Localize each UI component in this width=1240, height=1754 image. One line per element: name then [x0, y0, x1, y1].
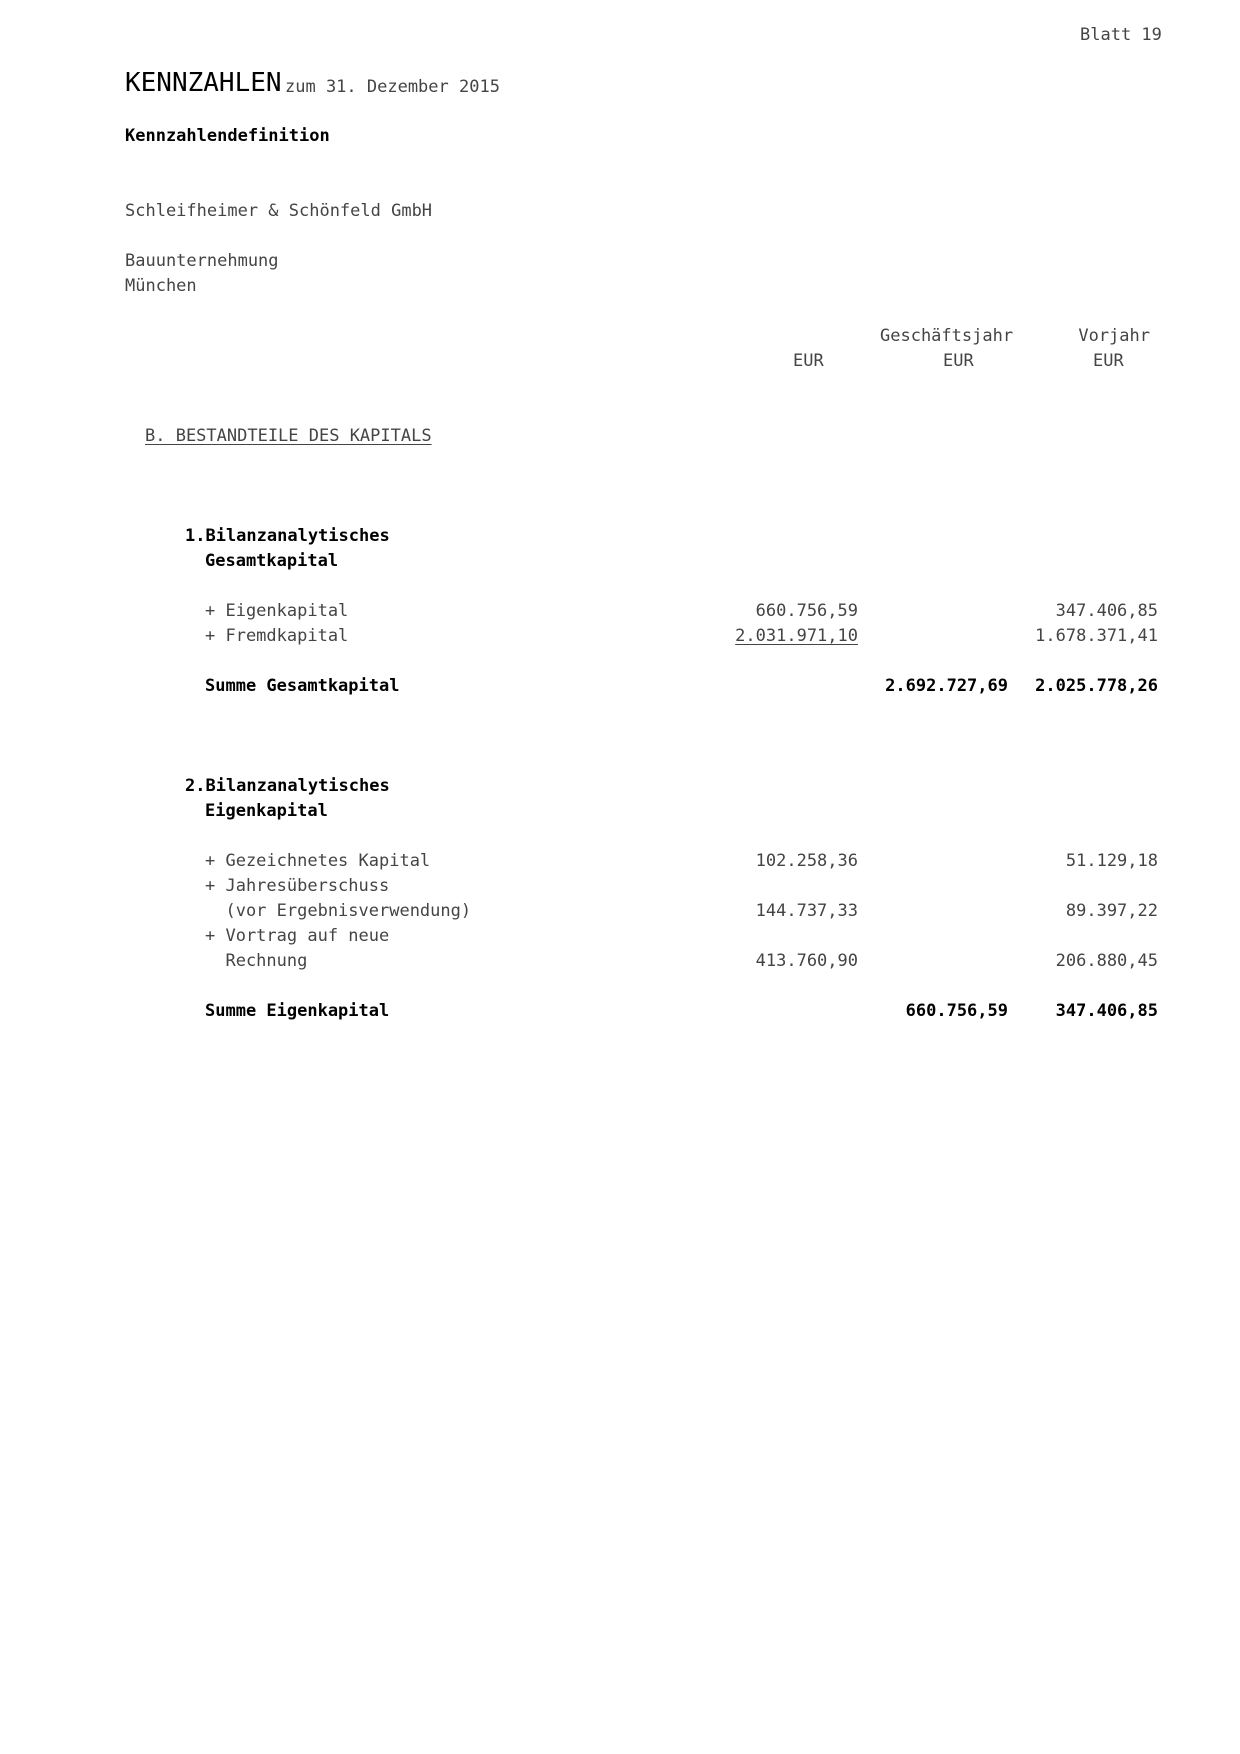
block2-sum-label: Summe Eigenkapital: [205, 1001, 390, 1021]
table-row-col3: 347.406,85: [1055, 601, 1158, 621]
block2-sum-col3: 347.406,85: [1055, 1001, 1158, 1021]
sheet-number: Blatt 19: [1080, 25, 1162, 45]
block1-heading-line1: 1.Bilanzanalytisches: [185, 526, 390, 546]
block2-heading-line1: 2.Bilanzanalytisches: [185, 776, 390, 796]
column3-currency: EUR: [1093, 351, 1124, 371]
block2-sum-col2: 660.756,59: [905, 1001, 1008, 1021]
column-header-fiscal-year: Geschäftsjahr: [880, 326, 1014, 346]
block1-sum-label: Summe Gesamtkapital: [205, 676, 400, 696]
table-row-col1: 102.258,36: [755, 851, 858, 871]
table-row-label: Rechnung: [205, 951, 308, 971]
table-row-col1: 660.756,59: [755, 601, 858, 621]
table-row-label: + Eigenkapital: [205, 601, 349, 621]
block2-heading-line2: Eigenkapital: [205, 801, 328, 821]
section-b-title: B. BESTANDTEILE DES KAPITALS: [145, 426, 432, 446]
block1-sum-col3: 2.025.778,26: [1035, 676, 1158, 696]
table-row-col1: 413.760,90: [755, 951, 858, 971]
page-title: KENNZAHLEN: [125, 68, 282, 98]
table-row-label: + Vortrag auf neue: [205, 926, 390, 946]
block1-sum-col2: 2.692.727,69: [885, 676, 1008, 696]
company-business: Bauunternehmung: [125, 251, 279, 271]
table-row-col3: 89.397,22: [1065, 901, 1158, 921]
table-row-label: + Gezeichnetes Kapital: [205, 851, 431, 871]
table-row-col3: 51.129,18: [1065, 851, 1158, 871]
table-row-label: + Fremdkapital: [205, 626, 349, 646]
page-subtitle: zum 31. Dezember 2015: [285, 77, 500, 97]
company-name: Schleifheimer & Schönfeld GmbH: [125, 201, 433, 221]
section-label: Kennzahlendefinition: [125, 126, 330, 146]
column-header-prior-year: Vorjahr: [1078, 326, 1150, 346]
table-row-label: (vor Ergebnisverwendung): [205, 901, 472, 921]
table-row-col3: 1.678.371,41: [1035, 626, 1158, 646]
column2-currency: EUR: [943, 351, 974, 371]
table-row-col3: 206.880,45: [1055, 951, 1158, 971]
column1-currency: EUR: [793, 351, 824, 371]
table-row-label: + Jahresüberschuss: [205, 876, 390, 896]
table-row-col1-value: 2.031.971,10: [735, 626, 858, 646]
company-city: München: [125, 276, 197, 296]
table-row-col1: 144.737,33: [755, 901, 858, 921]
table-row-col1: [700, 625, 858, 647]
block1-heading-line2: Gesamtkapital: [205, 551, 339, 571]
